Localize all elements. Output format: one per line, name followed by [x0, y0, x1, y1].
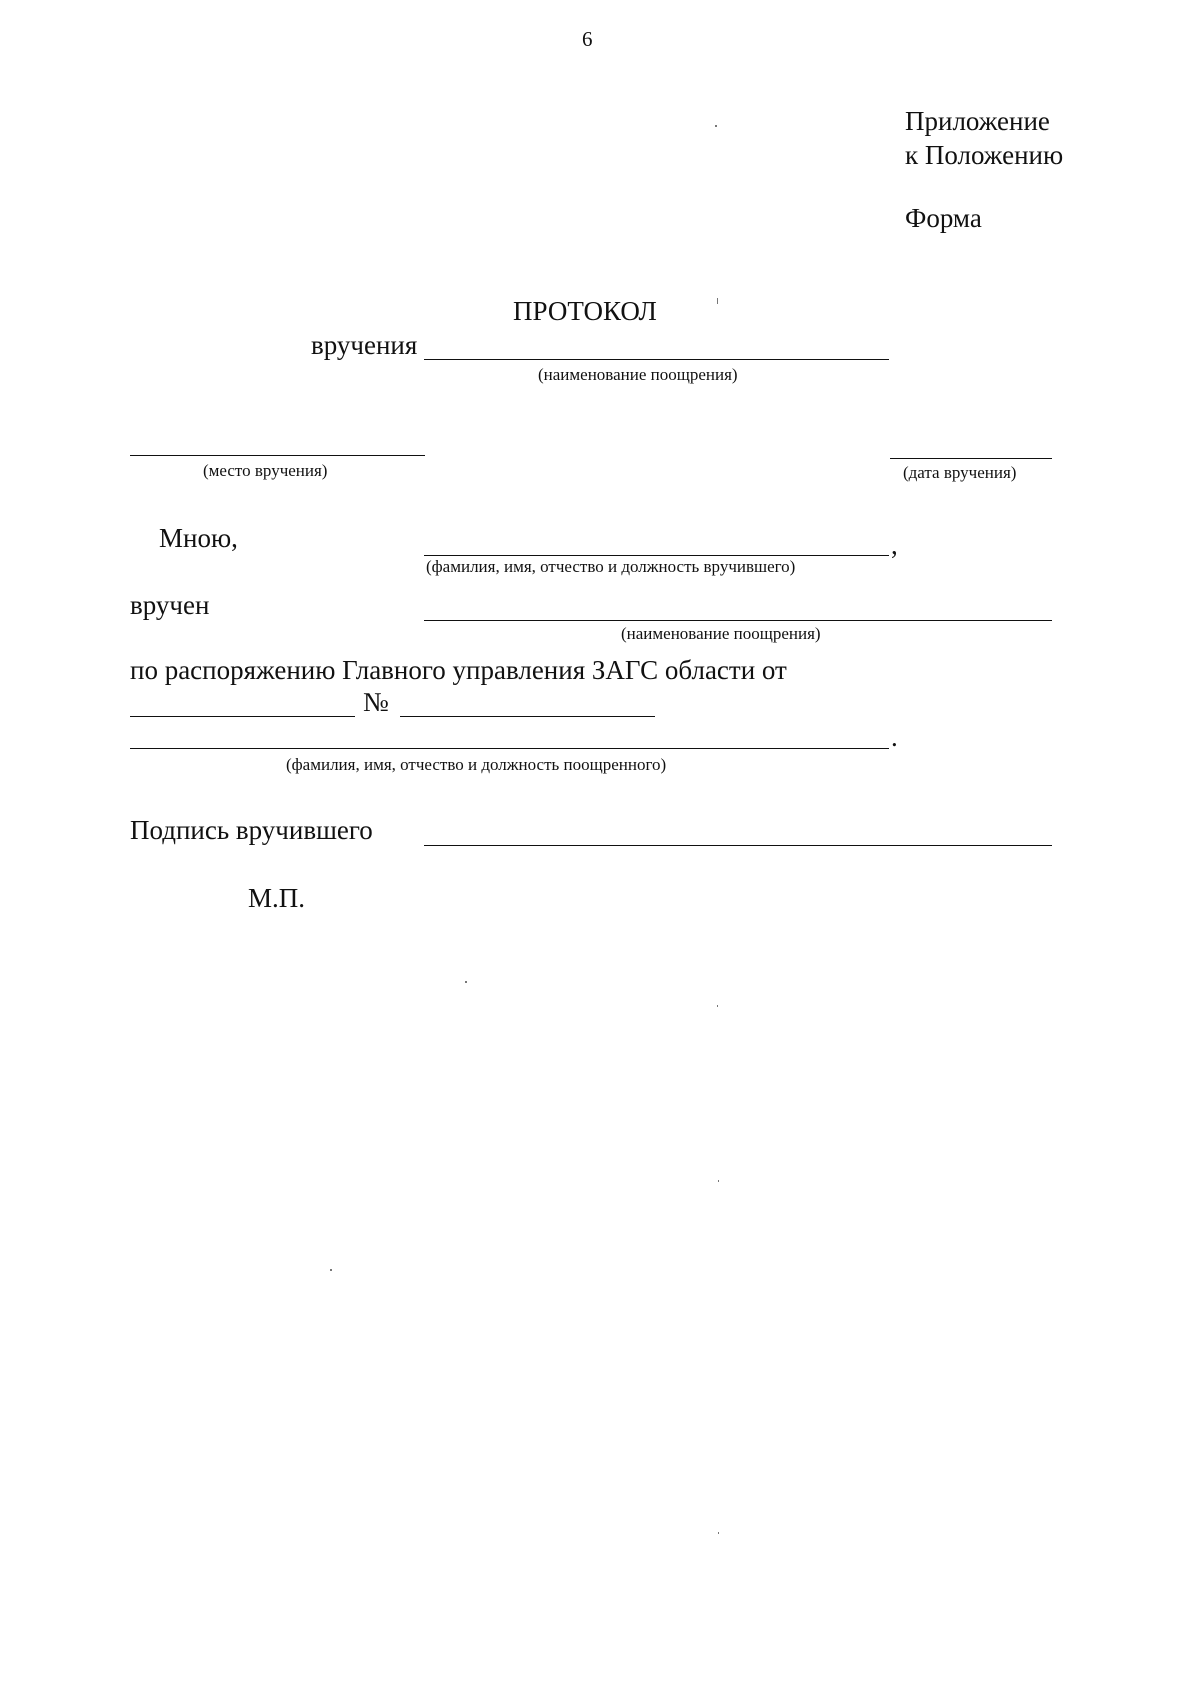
recipient-line — [130, 748, 889, 749]
order-text: по распоряжению Главного управления ЗАГС области от — [130, 655, 787, 685]
date-caption: (дата вручения) — [903, 463, 1017, 482]
page-number: 6 — [582, 27, 593, 51]
scan-speck — [715, 125, 717, 127]
awarded-line — [424, 620, 1052, 621]
protocol-title: ПРОТОКОЛ — [513, 296, 657, 326]
awarded-caption: (наименование поощрения) — [621, 624, 821, 643]
scan-speck — [717, 298, 718, 304]
order-date-line — [130, 716, 355, 717]
form-label: Форма — [905, 203, 982, 233]
scan-speck — [465, 981, 467, 983]
scan-speck — [718, 1532, 719, 1534]
signature-label: Подпись вручившего — [130, 815, 373, 845]
scan-speck — [717, 1005, 718, 1007]
number-sign: № — [363, 687, 389, 717]
scan-speck — [330, 1269, 332, 1271]
date-line — [890, 458, 1052, 459]
appendix-line-1: Приложение — [905, 106, 1050, 136]
order-number-line — [400, 716, 655, 717]
seal-label: М.П. — [248, 883, 306, 913]
place-line — [130, 455, 425, 456]
awarded-label: вручен — [130, 590, 210, 620]
recipient-period: . — [891, 722, 898, 752]
place-caption: (место вручения) — [203, 461, 328, 480]
presenter-caption: (фамилия, имя, отчество и должность вручившего) — [426, 557, 796, 576]
by-me-label: Мною, — [159, 523, 238, 553]
recipient-caption: (фамилия, имя, отчество и должность поощренного) — [286, 755, 667, 774]
scan-speck — [718, 1180, 719, 1182]
appendix-line-2: к Положению — [905, 140, 1064, 170]
award-name-line — [424, 359, 889, 360]
presenter-comma: , — [891, 530, 898, 560]
award-name-caption: (наименование поощрения) — [538, 365, 738, 384]
signature-line — [424, 845, 1052, 846]
title-sub-prefix: вручения — [311, 330, 418, 360]
presenter-line — [424, 555, 889, 556]
